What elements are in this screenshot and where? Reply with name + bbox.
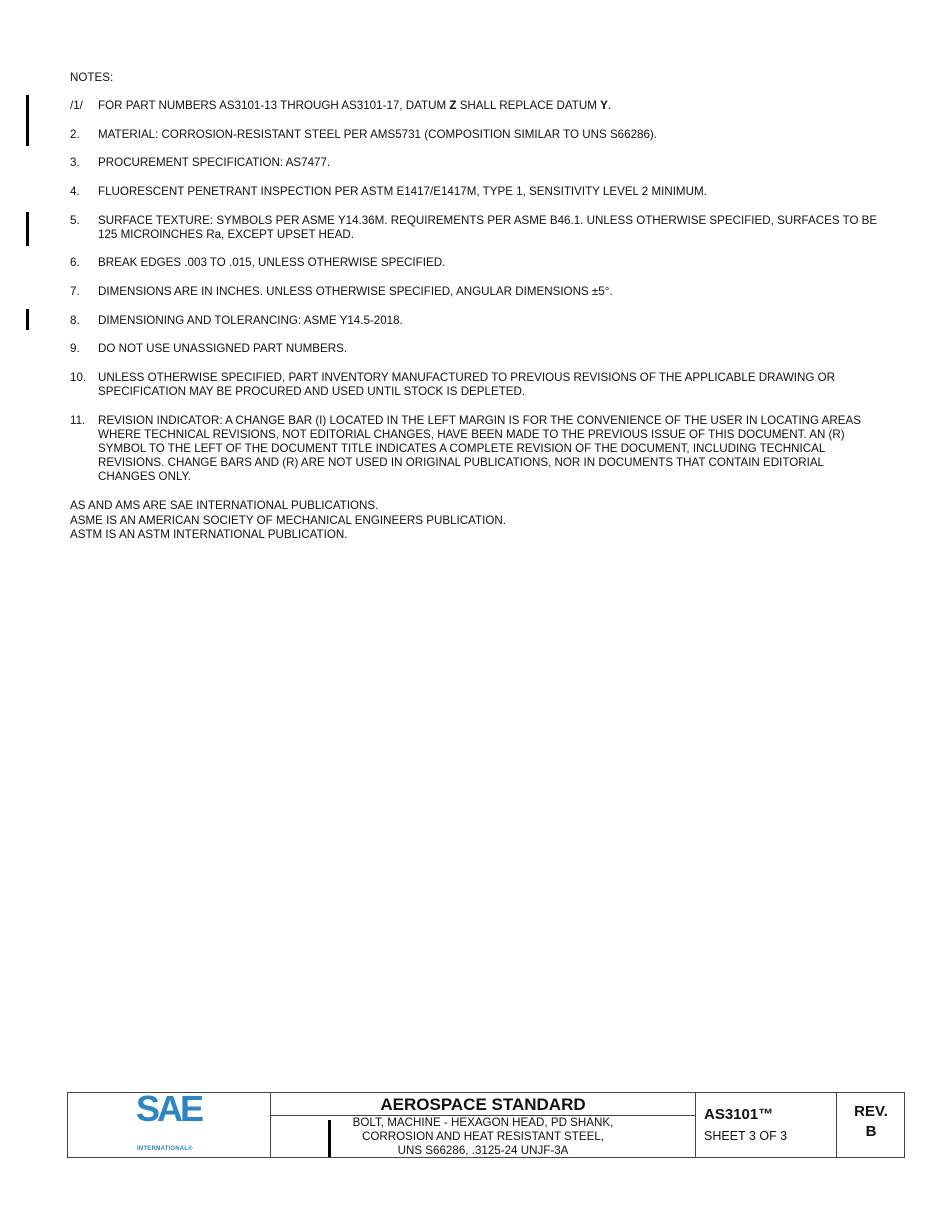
note-text: UNLESS OTHERWISE SPECIFIED, PART INVENTORY MANUFACTURED TO PREVIOUS REVISIONS OF THE APPLICABLE DRAWING OR SPECIFICATION MAY BE PROCURED AND USED UNTIL STOCK IS DEPLETED. <box>98 371 836 398</box>
notes-heading: NOTES: <box>70 71 114 84</box>
note-number: 7. <box>70 285 80 298</box>
note-text: SURFACE TEXTURE: SYMBOLS PER ASME Y14.36M. REQUIREMENTS PER ASME B46.1. UNLESS OTHERWISE SPECIFIED, SURFACES TO BE 125 MICROINCHES Ra, EXCEPT UPSET HEAD. <box>98 214 878 241</box>
document-number: AS3101™ <box>704 1106 774 1123</box>
note-4 <box>70 185 880 199</box>
note-number: 10. <box>70 371 87 384</box>
note-text: PROCUREMENT SPECIFICATION: AS7477. <box>98 156 331 169</box>
description-line: CORROSION AND HEAT RESISTANT STEEL, <box>361 1130 604 1143</box>
note-text: DIMENSIONS ARE IN INCHES. UNLESS OTHERWISE SPECIFIED, ANGULAR DIMENSIONS ±5°. <box>98 285 613 298</box>
note-11 <box>70 414 880 484</box>
note-number: /1/ <box>70 99 83 112</box>
change-bar <box>26 309 29 330</box>
note-2 <box>70 128 880 142</box>
description-line: UNS S66286, .3125-24 UNJF-3A <box>397 1144 569 1157</box>
note-text: FOR PART NUMBERS AS3101-13 THROUGH AS3101-17, DATUM Z SHALL REPLACE DATUM Y. <box>98 99 612 112</box>
note-number: 6. <box>70 256 80 269</box>
document-number-cell <box>696 1093 837 1157</box>
note-text: REVISION INDICATOR: A CHANGE BAR (I) LOCATED IN THE LEFT MARGIN IS FOR THE CONVENIENCE OF THE USER IN LOCATING AREAS WHERE TECHNICAL REVISIONS, NOT EDITORIAL CHANGES, HAVE BEEN MADE TO THE PREVIOUS ISSUE OF THIS DOCUMENT. AN (R) SYMBOL TO THE LEFT OF THE DOCUMENT TITLE INDICATES A COMPLETE REVISION OF THE DOCUMENT, INCLUDING TECHNICAL REVISIONS. CHANGE BARS AND (R) ARE NOT USED IN ORIGINAL PUBLICATIONS, NOR IN DOCUMENTS THAT CONTAIN EDITORIAL CHANGES ONLY. <box>98 414 861 483</box>
note-text: DO NOT USE UNASSIGNED PART NUMBERS. <box>98 342 348 355</box>
note-8 <box>70 314 880 328</box>
note-number: 3. <box>70 156 80 169</box>
note-6 <box>70 256 880 270</box>
title-block <box>67 1088 905 1158</box>
note-text: MATERIAL: CORROSION-RESISTANT STEEL PER AMS5731 (COMPOSITION SIMILAR TO UNS S66286). <box>98 128 658 141</box>
change-bar <box>26 95 29 146</box>
note-10 <box>70 371 880 399</box>
logo-cell <box>68 1088 271 1157</box>
note-text: FLUORESCENT PENETRANT INSPECTION PER ASTM E1417/E1417M, TYPE 1, SENSITIVITY LEVEL 2 MINIMUM. <box>98 185 707 198</box>
sae-logo-subtext: INTERNATIONAL® <box>137 1146 193 1152</box>
sheet-number: SHEET 3 OF 3 <box>704 1129 788 1143</box>
note-9 <box>70 342 880 356</box>
note-number: 8. <box>70 314 80 327</box>
note-1 <box>70 99 880 113</box>
reference-line: ASME IS AN AMERICAN SOCIETY OF MECHANICAL ENGINEERS PUBLICATION. <box>70 513 506 527</box>
part-description <box>271 1116 695 1158</box>
change-bar <box>26 212 29 246</box>
note-text: DIMENSIONING AND TOLERANCING: ASME Y14.5-2018. <box>98 314 403 327</box>
description-line: BOLT, MACHINE - HEXAGON HEAD, PD SHANK, <box>352 1116 614 1129</box>
note-number: 2. <box>70 128 80 141</box>
revision-value: B <box>865 1123 877 1140</box>
note-number: 11. <box>70 414 86 427</box>
note-3 <box>70 156 880 170</box>
sae-logo-text: SAE <box>136 1088 202 1129</box>
note-number: 5. <box>70 214 80 227</box>
publication-references <box>70 499 506 543</box>
revision-cell <box>837 1093 905 1157</box>
note-text: BREAK EDGES .003 TO .015, UNLESS OTHERWISE SPECIFIED. <box>98 256 446 269</box>
note-number: 9. <box>70 342 80 355</box>
note-7 <box>70 285 880 299</box>
note-5 <box>70 214 880 242</box>
standard-heading: AEROSPACE STANDARD <box>271 1093 695 1116</box>
reference-line: ASTM IS AN ASTM INTERNATIONAL PUBLICATION. <box>70 528 348 541</box>
sae-logo <box>136 1088 206 1152</box>
title-cell <box>271 1093 696 1157</box>
reference-line: AS AND AMS ARE SAE INTERNATIONAL PUBLICATIONS. <box>70 499 379 512</box>
revision-label: REV. <box>854 1103 888 1120</box>
note-number: 4. <box>70 185 80 198</box>
